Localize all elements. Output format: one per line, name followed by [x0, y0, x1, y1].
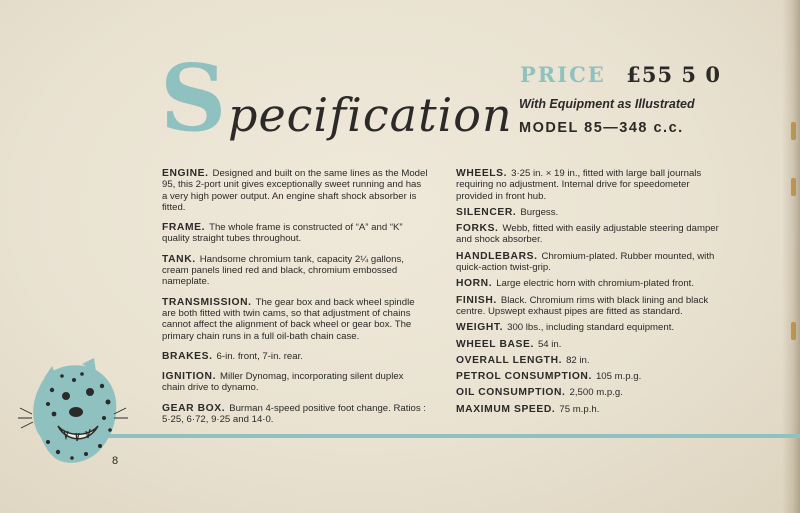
spec-text: 3·25 in. × 19 in., fitted with large ball journals requiring no adjustment. Internal drive for speedometer provided in front hub. — [456, 168, 702, 202]
equipment-note: With Equipment as Illustrated — [519, 97, 695, 111]
spec-label: FRAME. — [162, 222, 206, 234]
spec-item — [456, 207, 722, 218]
spec-label: ENGINE. — [162, 168, 209, 179]
spec-item — [456, 404, 722, 415]
spec-item — [162, 297, 428, 342]
spec-item — [456, 355, 722, 366]
spec-text: Burman 4-speed positive foot change. Ratios : 5·25, 6·72, 9·25 and 14·0. — [162, 402, 426, 426]
spec-text: 6-in. front, 7-in. rear. — [216, 350, 303, 362]
spec-text: Designed and built on the same lines as the Model 95, this 2-port unit gives exceptionally sweet running and has a very high power output. An engine shaft shock absorber is fitted. — [162, 168, 428, 213]
accent-rule — [100, 434, 800, 438]
staple-mark — [791, 322, 796, 340]
title-initial: S — [160, 44, 227, 152]
spec-label: GEAR BOX. — [162, 402, 226, 414]
spec-item — [162, 371, 428, 394]
spec-column-left — [162, 168, 428, 434]
spec-text: Large electric horn with chromium-plated front. — [496, 278, 695, 290]
spec-text: Chromium-plated. Rubber mounted, with quick-action twist-grip. — [456, 250, 715, 274]
spec-label: WHEELS. — [456, 168, 508, 179]
spec-label: SILENCER. — [456, 206, 517, 218]
price-label: PRICE — [520, 62, 606, 87]
spec-item — [162, 351, 428, 362]
spec-text: 2,500 m.p.g. — [569, 387, 623, 399]
spec-item — [456, 295, 722, 318]
spec-label: HANDLEBARS. — [456, 250, 538, 262]
spec-item — [162, 254, 428, 288]
spec-text: Handsome chromium tank, capacity 2¼ gallons, cream panels lined red and black, chromium embossed nameplate. — [162, 253, 404, 288]
spec-label: MAXIMUM SPEED. — [456, 403, 556, 415]
spec-item — [162, 168, 428, 213]
jaguar-head-icon — [18, 356, 128, 468]
spec-text: 300 lbs., including standard equipment. — [507, 322, 675, 334]
spec-item — [456, 251, 722, 274]
spec-item — [456, 371, 722, 382]
spec-label: FORKS. — [456, 223, 499, 235]
spec-item — [162, 403, 428, 426]
spec-text: 75 m.p.h. — [559, 403, 600, 415]
spec-label: WHEEL BASE. — [456, 338, 534, 350]
spec-text: Black. Chromium rims with black lining and black centre. Upswept exhaust pipes are fitted as standard. — [456, 294, 709, 317]
spec-text: The gear box and back wheel spindle are both fitted with twin cams, so that adjustment of chains cannot affect the alignment of back wheel or gear box. The primary chain runs in a full oil-bath chain case. — [162, 296, 415, 342]
spec-item — [456, 339, 722, 350]
spec-label: FINISH. — [456, 294, 497, 306]
spec-item — [456, 223, 722, 246]
page-title: pecification — [228, 88, 513, 142]
staple-mark — [791, 122, 796, 140]
price-line — [520, 62, 721, 87]
model-line: MODEL 85—348 c.c. — [519, 120, 684, 136]
price-value: £55 5 0 — [626, 62, 721, 87]
spec-item — [456, 387, 722, 398]
spec-label: OVERALL LENGTH. — [456, 354, 563, 366]
spec-text: Burgess. — [520, 206, 559, 218]
spec-text: Miller Dynomag, incorporating silent duplex chain drive to dynamo. — [162, 371, 404, 394]
page-number: 8 — [112, 455, 119, 467]
spec-column-right — [456, 168, 722, 420]
spec-text: The whole frame is constructed of “A” and “K” quality straight tubes throughout. — [162, 222, 403, 245]
spec-item — [456, 168, 722, 202]
spec-label: PETROL CONSUMPTION. — [456, 371, 592, 383]
spec-label: BRAKES. — [162, 350, 213, 362]
spec-text: 54 in. — [537, 338, 562, 350]
staple-mark — [791, 178, 796, 196]
spec-item — [456, 322, 722, 333]
spec-label: TANK. — [162, 253, 196, 265]
spec-label: TRANSMISSION. — [162, 296, 252, 308]
spec-text: 82 in. — [566, 354, 590, 366]
spec-text: Webb, fitted with easily adjustable steering damper and shock absorber. — [456, 223, 719, 246]
spec-item — [456, 278, 722, 289]
spec-label: OIL CONSUMPTION. — [456, 387, 566, 399]
spec-text: 105 m.p.g. — [595, 371, 642, 383]
spec-label: WEIGHT. — [456, 322, 504, 334]
spec-item — [162, 222, 428, 245]
spec-label: IGNITION. — [162, 371, 217, 383]
spec-label: HORN. — [456, 278, 493, 290]
